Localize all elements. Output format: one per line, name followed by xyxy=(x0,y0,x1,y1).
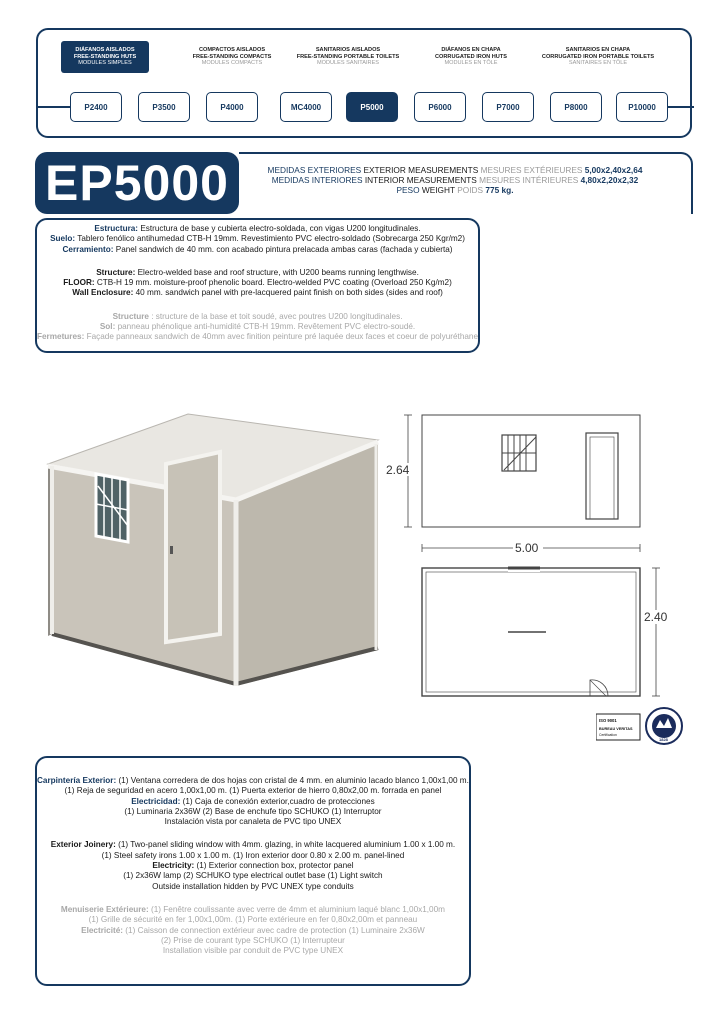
connector-line xyxy=(36,106,70,108)
spec-line: Estructura: Estructura de base y cubierta electro-soldada, con vigas U200 longitudinales. xyxy=(94,224,421,233)
svg-text:BUREAU VERITAS: BUREAU VERITAS xyxy=(599,727,633,731)
container-photo xyxy=(40,404,380,686)
category-label-es: DIÁFANOS EN CHAPA xyxy=(441,47,501,53)
category-label-fr: SANITAIRES EN TÔLE xyxy=(568,60,628,67)
category-label-en: FREE-STANDING COMPACTS xyxy=(192,53,272,60)
spec-line: Menuiserie Extérieure: (1) Fenêtre coulissante avec verre de 4mm et aluminium laqué blanc 1,00x1,00m xyxy=(60,904,445,914)
height-dimension-label: 2.64 xyxy=(386,463,410,477)
category-label-fr: MODULES SANITAIRES xyxy=(316,60,380,67)
svg-text:1828: 1828 xyxy=(659,737,668,742)
spec-line: Outside installation hidden by PVC UNEX type conduits xyxy=(152,881,354,891)
category-label-en: CORRUGATED IRON HUTS xyxy=(435,53,507,60)
spec-line: Wall Enclosure: 40 mm. sandwich panel with pre-lacquered paint finish on both sides (sides and roof) xyxy=(72,288,443,298)
spec-line: Structure : structure de la base et toit soudé, avec poutres U200 longitudinales. xyxy=(112,311,403,321)
bureau-veritas-certification-logo xyxy=(596,706,684,746)
category-label-es: SANITARIOS EN CHAPA xyxy=(565,47,631,53)
exterior-measurements: MEDIDAS EXTERIORES EXTERIOR MEASUREMENTS MESURES EXTÉRIEURES 5,00x2,40x2,64 xyxy=(267,165,643,175)
spec-line: (1) Grille de sécurité en fer 1,00x1,00m. (1) Porte extérieure en fer 0,80x2,00m et panneau xyxy=(88,915,418,925)
floor-plan-drawing xyxy=(380,400,710,710)
category-label-es: DIÁFANOS AISLADOS xyxy=(75,47,135,53)
category-free-standing-huts[interactable] xyxy=(61,41,149,73)
spec-line: (1) 2x36W lamp (2) SCHUKO type electrical outlet base (1) Light switch xyxy=(123,871,383,881)
category-label-en: FREE-STANDING HUTS xyxy=(73,53,137,60)
category-label-en: FREE-STANDING PORTABLE TOILETS xyxy=(296,53,400,60)
spec-line: Cerramiento: Panel sandwich de 40 mm. con acabado pintura prelacada ambas caras (fachada y cubierta) xyxy=(62,244,453,254)
category-corrugated-iron-huts[interactable] xyxy=(411,47,531,67)
structure-specifications-box xyxy=(35,218,480,353)
model-button-p2400[interactable]: P2400 xyxy=(70,92,122,122)
spec-line: Sol: panneau phénolique anti-humidité CTB-H 19mm. Revêtement PVC electro-soudé. xyxy=(99,322,416,332)
category-free-standing-compacts[interactable] xyxy=(172,47,292,67)
spec-line: (1) Steel safety irons 1.00 x 1.00 m. (1) Iron exterior door 0.80 x 2.00 m. panel-lined xyxy=(101,850,405,860)
spec-line: Fermetures: Façade panneaux sandwich de 40mm avec finition peinture pré laquée deux faces et coeur de polyuréthane xyxy=(37,332,479,342)
category-label-fr: MODULES COMPACTS xyxy=(201,60,263,67)
page-title: EP5000 xyxy=(35,152,239,214)
svg-text:Certification: Certification xyxy=(599,733,617,737)
model-button-p3500[interactable]: P3500 xyxy=(138,92,190,122)
width-dimension-label: 2.40 xyxy=(644,610,668,624)
model-button-p7000[interactable]: P7000 xyxy=(482,92,534,122)
spec-line: Suelo: Tablero fenólico antihumedad CTB-H 19mm. Revestimiento PVC electro-soldado (Sobrecarga 250 Kgr/m2) xyxy=(50,234,465,244)
category-label-es: SANITARIOS AISLADOS xyxy=(315,47,381,53)
spec-line: (2) Prise de courant type SCHUKO (1) Interrupteur xyxy=(161,935,345,945)
spec-line: (1) Luminaria 2x36W (2) Base de enchufe tipo SCHUKO (1) Interruptor xyxy=(124,806,382,816)
category-free-standing-toilets[interactable] xyxy=(288,47,408,67)
spec-line: Instalación vista por canaleta de PVC tipo UNEX xyxy=(164,817,342,827)
weight: PESO WEIGHT POIDS 775 kg. xyxy=(396,185,514,195)
length-dimension-label: 5.00 xyxy=(515,541,539,555)
model-button-p5000[interactable]: P5000 xyxy=(346,92,398,122)
model-navigation-panel xyxy=(36,28,692,138)
model-button-p4000[interactable]: P4000 xyxy=(206,92,258,122)
spec-line: Installation visible par conduit de PVC type UNEX xyxy=(162,946,344,956)
model-button-p8000[interactable]: P8000 xyxy=(550,92,602,122)
joinery-electricity-box xyxy=(35,756,471,986)
spec-line: Carpintería Exterior: (1) Ventana corredera de dos hojas con cristal de 4 mm. en aluminio lacado blanco 1,00x1,00 m. xyxy=(37,776,469,785)
interior-measurements: MEDIDAS INTERIORES INTERIOR MEASUREMENTS MESURES INTÉRIEURES 4,80x2,20x2,32 xyxy=(271,175,639,185)
spec-line: Electricité: (1) Caisson de connection extérieur avec cadre de protection (1) Luminaire 2x36W xyxy=(81,925,425,935)
spec-line: Structure: Electro-welded base and roof structure, with U200 beams running lengthwise. xyxy=(96,267,419,277)
category-corrugated-iron-toilets[interactable] xyxy=(538,47,658,67)
category-label-fr: MODULES EN TÔLE xyxy=(444,60,498,67)
category-label-fr: MODULES SIMPLES xyxy=(78,60,132,67)
spec-line: Exterior Joinery: (1) Two-panel sliding window with 4mm. glazing, in white lacquered aluminium 1.00 x 1.00 m. xyxy=(50,840,456,850)
spec-line: (1) Reja de seguridad en acero 1,00x1,00 m. (1) Puerta exterior de hierro 0,80x2,00 m. forrada en panel xyxy=(64,786,442,796)
model-button-p6000[interactable]: P6000 xyxy=(414,92,466,122)
model-button-mc4000[interactable]: MC4000 xyxy=(280,92,332,122)
measurements-block xyxy=(230,165,680,195)
category-label-en: CORRUGATED IRON PORTABLE TOILETS xyxy=(541,53,655,60)
model-button-p10000[interactable]: P10000 xyxy=(616,92,668,122)
category-label-es: COMPACTOS AISLADOS xyxy=(198,47,266,53)
spec-line: Electricidad: (1) Caja de conexión exterior,cuadro de protecciones xyxy=(131,796,375,806)
svg-text:ISO 9001: ISO 9001 xyxy=(599,718,617,723)
spec-line: Electricity: (1) Exterior connection box, protector panel xyxy=(152,861,354,871)
spec-line: FLOOR: CTB-H 19 mm. moisture-proof phenolic board. Electro-welded PVC coating (Overload 250 Kg/m2) xyxy=(63,278,452,288)
